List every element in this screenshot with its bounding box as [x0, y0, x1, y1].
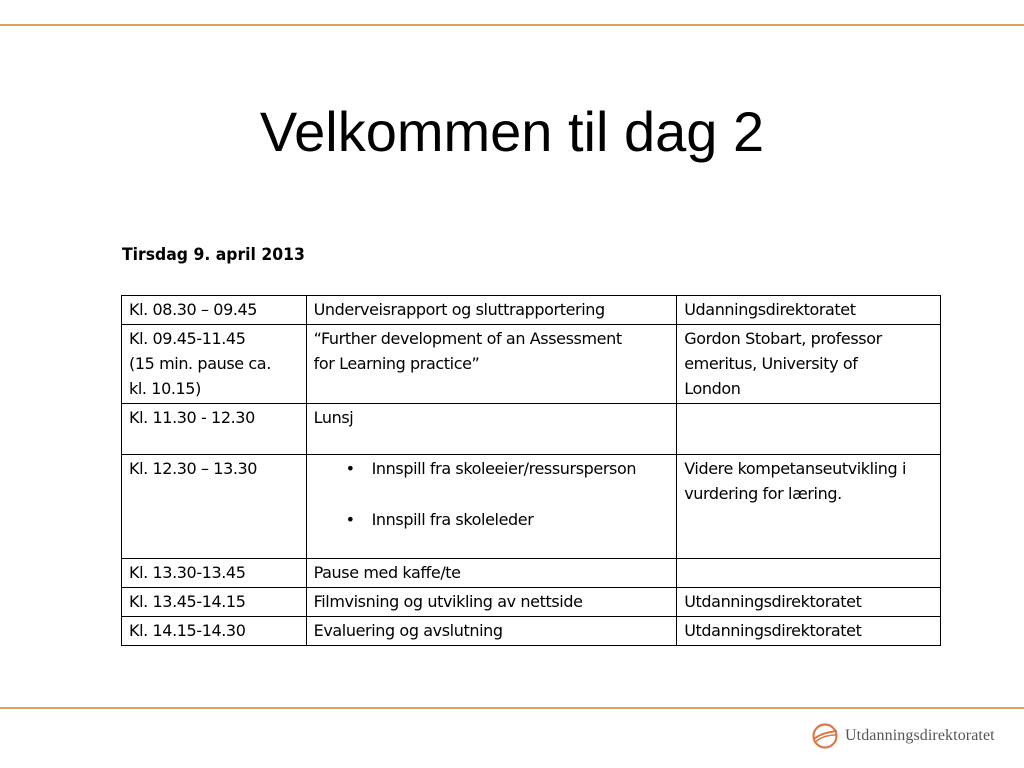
bullet-list — [314, 456, 670, 532]
table-row — [122, 588, 941, 617]
content-cell: Evaluering og avslutning — [306, 617, 677, 646]
responsible-cell: Videre kompetanseutvikling i vurdering for læring. — [677, 455, 941, 559]
list-item: • Innspill fra skoleleder — [372, 507, 670, 532]
time-cell: Kl. 12.30 – 13.30 — [122, 455, 307, 559]
content-cell — [306, 455, 677, 559]
content-cell: Filmvisning og utvikling av nettside — [306, 588, 677, 617]
table-row — [122, 296, 941, 325]
top-divider — [0, 24, 1024, 26]
agenda-table — [121, 295, 941, 646]
logo-text: Utdanningsdirektoratet — [845, 727, 995, 744]
responsible-cell: Udanningsdirektoratet — [677, 296, 941, 325]
table-row — [122, 455, 941, 559]
table-row — [122, 617, 941, 646]
udir-logo-icon — [811, 722, 839, 750]
bottom-divider — [0, 707, 1024, 709]
responsible-cell — [677, 404, 941, 455]
responsible-cell — [677, 559, 941, 588]
responsible-cell: Utdanningsdirektoratet — [677, 588, 941, 617]
table-row — [122, 325, 941, 404]
time-cell: Kl. 13.30-13.45 — [122, 559, 307, 588]
table-row — [122, 559, 941, 588]
content-cell: Lunsj — [306, 404, 677, 455]
content-cell: Underveisrapport og sluttrapportering — [306, 296, 677, 325]
time-cell: Kl. 11.30 - 12.30 — [122, 404, 307, 455]
time-cell: Kl. 09.45-11.45 (15 min. pause ca. kl. 10.15) — [122, 325, 307, 404]
responsible-cell: Gordon Stobart, professor emeritus, University of London — [677, 325, 941, 404]
responsible-cell: Utdanningsdirektoratet — [677, 617, 941, 646]
slide-title: Velkommen til dag 2 — [259, 100, 765, 163]
list-item: • Innspill fra skoleeier/ressursperson — [372, 456, 670, 481]
udir-logo — [811, 718, 995, 754]
time-cell: Kl. 08.30 – 09.45 — [122, 296, 307, 325]
content-cell: “Further development of an Assessment for Learning practice” — [306, 325, 677, 404]
time-cell: Kl. 13.45-14.15 — [122, 588, 307, 617]
table-row — [122, 404, 941, 455]
agenda-date: Tirsdag 9. april 2013 — [122, 245, 305, 265]
time-cell: Kl. 14.15-14.30 — [122, 617, 307, 646]
content-cell: Pause med kaffe/te — [306, 559, 677, 588]
